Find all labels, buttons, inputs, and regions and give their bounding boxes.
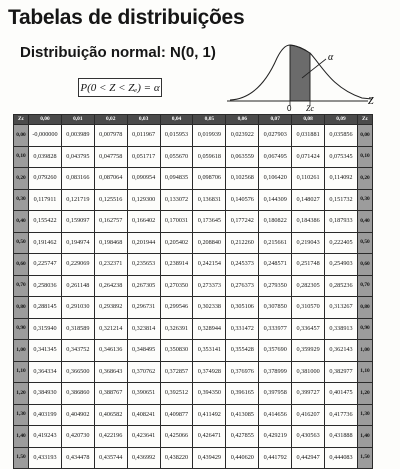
table-cell: 0,215661 <box>259 232 292 254</box>
row-z-label: 0,60 <box>14 254 29 276</box>
row-z-label-right: 1,20 <box>358 383 373 405</box>
row-z-label-right: 0,00 <box>358 125 373 147</box>
table-cell: 0,374928 <box>193 361 226 383</box>
table-cell: 0,357690 <box>259 340 292 362</box>
table-cell: 0,353141 <box>193 340 226 362</box>
table-cell: 0,388767 <box>94 383 127 405</box>
zero-label: 0 <box>287 104 292 112</box>
table-row <box>14 275 373 297</box>
row-z-label-right: 1,30 <box>358 404 373 426</box>
row-z-label: 0,70 <box>14 275 29 297</box>
row-z-label-right: 0,10 <box>358 146 373 168</box>
table-cell: 0,019939 <box>193 125 226 147</box>
table-cell: 0,079260 <box>29 168 62 190</box>
table-cell: 0,148027 <box>292 189 325 211</box>
table-row <box>14 404 373 426</box>
table-cell: 0,302338 <box>193 297 226 319</box>
row-z-label: 0,20 <box>14 168 29 190</box>
table-cell: 0,408241 <box>127 404 160 426</box>
row-z-label: 0,80 <box>14 297 29 319</box>
table-cell: 0,117911 <box>29 189 62 211</box>
table-cell: 0,381000 <box>292 361 325 383</box>
table-row <box>14 189 373 211</box>
table-cell: 0,067495 <box>259 146 292 168</box>
table-cell: 0,396165 <box>226 383 259 405</box>
table-cell: 0,427855 <box>226 426 259 448</box>
alpha-label: α <box>328 52 334 63</box>
table-cell: 0,151732 <box>325 189 358 211</box>
table-cell: -0,000000 <box>29 125 62 147</box>
row-z-label: 0,90 <box>14 318 29 340</box>
table-cell: 0,409877 <box>160 404 193 426</box>
table-cell: 0,083166 <box>61 168 94 190</box>
probability-formula-box: P(0 < Z < Zₑ) = α <box>78 78 162 97</box>
row-z-label: 1,30 <box>14 404 29 426</box>
column-header: 0,09 <box>325 115 358 125</box>
table-cell: 0,350830 <box>160 340 193 362</box>
table-cell: 0,315940 <box>29 318 62 340</box>
row-z-label-right: 1,00 <box>358 340 373 362</box>
table-cell: 0,125516 <box>94 189 127 211</box>
row-z-label-right: 0,50 <box>358 232 373 254</box>
table-cell: 0,273373 <box>193 275 226 297</box>
row-z-label: 1,10 <box>14 361 29 383</box>
table-body <box>14 125 373 469</box>
table-cell: 0,442947 <box>292 447 325 469</box>
table-cell: 0,242154 <box>193 254 226 276</box>
table-cell: 0,392512 <box>160 383 193 405</box>
table-cell: 0,399727 <box>292 383 325 405</box>
table-cell: 0,336457 <box>292 318 325 340</box>
table-cell: 0,338913 <box>325 318 358 340</box>
row-z-label-right: 0,60 <box>358 254 373 276</box>
table-cell: 0,444083 <box>325 447 358 469</box>
table-cell: 0,184386 <box>292 211 325 233</box>
table-cell: 0,155422 <box>29 211 62 233</box>
table-cell: 0,173645 <box>193 211 226 233</box>
table-cell: 0,422196 <box>94 426 127 448</box>
right-header: Zc <box>358 115 373 125</box>
table-row <box>14 146 373 168</box>
table-cell: 0,384930 <box>29 383 62 405</box>
table-cell: 0,307850 <box>259 297 292 319</box>
table-cell: 0,270350 <box>160 275 193 297</box>
table-cell: 0,177242 <box>226 211 259 233</box>
table-cell: 0,166402 <box>127 211 160 233</box>
table-cell: 0,232371 <box>94 254 127 276</box>
table-cell: 0,267305 <box>127 275 160 297</box>
table-cell: 0,090954 <box>127 168 160 190</box>
corner-header: Zc <box>14 115 29 125</box>
table-cell: 0,245373 <box>226 254 259 276</box>
row-z-label-right: 1,50 <box>358 447 373 469</box>
zc-label: Zc <box>306 104 314 112</box>
table-cell: 0,003989 <box>61 125 94 147</box>
table-cell: 0,276373 <box>226 275 259 297</box>
table-cell: 0,261148 <box>61 275 94 297</box>
table-cell: 0,212260 <box>226 232 259 254</box>
table-cell: 0,136831 <box>193 189 226 211</box>
column-header: 0,08 <box>292 115 325 125</box>
column-header: 0,07 <box>259 115 292 125</box>
table-cell: 0,110261 <box>292 168 325 190</box>
column-header: 0,00 <box>29 115 62 125</box>
table-cell: 0,401475 <box>325 383 358 405</box>
table-cell: 0,378999 <box>259 361 292 383</box>
table-cell: 0,133072 <box>160 189 193 211</box>
row-z-label: 0,10 <box>14 146 29 168</box>
table-cell: 0,031881 <box>292 125 325 147</box>
table-cell: 0,420730 <box>61 426 94 448</box>
table-header-row <box>14 115 373 125</box>
table-cell: 0,222405 <box>325 232 358 254</box>
table-cell: 0,098706 <box>193 168 226 190</box>
table-cell: 0,198468 <box>94 232 127 254</box>
table-cell: 0,323814 <box>127 318 160 340</box>
axis-z-label: Z <box>368 96 374 107</box>
table-cell: 0,318589 <box>61 318 94 340</box>
table-cell: 0,106420 <box>259 168 292 190</box>
row-z-label-right: 0,80 <box>358 297 373 319</box>
table-cell: 0,372857 <box>160 361 193 383</box>
table-cell: 0,313267 <box>325 297 358 319</box>
table-cell: 0,438220 <box>160 447 193 469</box>
page-title: Tabelas de distribuições <box>8 6 245 29</box>
table-cell: 0,170031 <box>160 211 193 233</box>
page-subtitle: Distribuição normal: N(0, 1) <box>20 44 216 61</box>
table-cell: 0,027903 <box>259 125 292 147</box>
table-row <box>14 168 373 190</box>
table-cell: 0,194974 <box>61 232 94 254</box>
table-cell: 0,370762 <box>127 361 160 383</box>
table-cell: 0,102568 <box>226 168 259 190</box>
table-cell: 0,248571 <box>259 254 292 276</box>
table-cell: 0,140576 <box>226 189 259 211</box>
table-row <box>14 361 373 383</box>
table-cell: 0,359929 <box>292 340 325 362</box>
table-cell: 0,205402 <box>160 232 193 254</box>
distribution-table-container <box>13 114 373 461</box>
table-cell: 0,007978 <box>94 125 127 147</box>
table-cell: 0,430563 <box>292 426 325 448</box>
table-cell: 0,436992 <box>127 447 160 469</box>
table-cell: 0,406582 <box>94 404 127 426</box>
table-cell: 0,251748 <box>292 254 325 276</box>
table-cell: 0,047758 <box>94 146 127 168</box>
table-row <box>14 297 373 319</box>
table-cell: 0,208840 <box>193 232 226 254</box>
table-cell: 0,264238 <box>94 275 127 297</box>
row-z-label: 1,50 <box>14 447 29 469</box>
table-cell: 0,225747 <box>29 254 62 276</box>
row-z-label: 0,00 <box>14 125 29 147</box>
table-cell: 0,219043 <box>292 232 325 254</box>
table-cell: 0,187933 <box>325 211 358 233</box>
table-cell: 0,362143 <box>325 340 358 362</box>
table-cell: 0,386860 <box>61 383 94 405</box>
table-cell: 0,285236 <box>325 275 358 297</box>
table-cell: 0,180822 <box>259 211 292 233</box>
table-row <box>14 254 373 276</box>
table-cell: 0,425066 <box>160 426 193 448</box>
normal-curve-figure <box>222 26 382 112</box>
table-cell: 0,348495 <box>127 340 160 362</box>
table-cell: 0,321214 <box>94 318 127 340</box>
row-z-label: 0,30 <box>14 189 29 211</box>
table-cell: 0,051717 <box>127 146 160 168</box>
table-cell: 0,328944 <box>193 318 226 340</box>
table-cell: 0,075345 <box>325 146 358 168</box>
table-cell: 0,426471 <box>193 426 226 448</box>
table-cell: 0,039828 <box>29 146 62 168</box>
table-cell: 0,129300 <box>127 189 160 211</box>
row-z-label-right: 0,70 <box>358 275 373 297</box>
table-cell: 0,346136 <box>94 340 127 362</box>
table-cell: 0,331472 <box>226 318 259 340</box>
table-cell: 0,310570 <box>292 297 325 319</box>
row-z-label-right: 0,20 <box>358 168 373 190</box>
table-cell: 0,364334 <box>29 361 62 383</box>
table-cell: 0,162757 <box>94 211 127 233</box>
table-cell: 0,440620 <box>226 447 259 469</box>
table-cell: 0,094835 <box>160 168 193 190</box>
table-cell: 0,254903 <box>325 254 358 276</box>
column-header: 0,04 <box>160 115 193 125</box>
table-cell: 0,394350 <box>193 383 226 405</box>
table-cell: 0,063559 <box>226 146 259 168</box>
table-cell: 0,191462 <box>29 232 62 254</box>
table-row <box>14 383 373 405</box>
table-cell: 0,296731 <box>127 297 160 319</box>
table-cell: 0,366500 <box>61 361 94 383</box>
table-cell: 0,299546 <box>160 297 193 319</box>
row-z-label: 0,40 <box>14 211 29 233</box>
table-cell: 0,305106 <box>226 297 259 319</box>
table-cell: 0,293892 <box>94 297 127 319</box>
table-cell: 0,333977 <box>259 318 292 340</box>
row-z-label: 0,50 <box>14 232 29 254</box>
table-cell: 0,035856 <box>325 125 358 147</box>
table-row <box>14 447 373 469</box>
table-cell: 0,417736 <box>325 404 358 426</box>
row-z-label: 1,20 <box>14 383 29 405</box>
table-cell: 0,439429 <box>193 447 226 469</box>
table-cell: 0,326391 <box>160 318 193 340</box>
table-cell: 0,343752 <box>61 340 94 362</box>
table-cell: 0,419243 <box>29 426 62 448</box>
table-cell: 0,258036 <box>29 275 62 297</box>
table-cell: 0,429219 <box>259 426 292 448</box>
column-header: 0,05 <box>193 115 226 125</box>
table-row <box>14 232 373 254</box>
table-cell: 0,291030 <box>61 297 94 319</box>
column-header: 0,03 <box>127 115 160 125</box>
table-cell: 0,411492 <box>193 404 226 426</box>
column-header: 0,02 <box>94 115 127 125</box>
table-cell: 0,015953 <box>160 125 193 147</box>
table-cell: 0,403199 <box>29 404 62 426</box>
table-cell: 0,341345 <box>29 340 62 362</box>
table-cell: 0,423641 <box>127 426 160 448</box>
shaded-area <box>290 45 310 101</box>
table-cell: 0,376976 <box>226 361 259 383</box>
row-z-label-right: 0,40 <box>358 211 373 233</box>
table-cell: 0,413085 <box>226 404 259 426</box>
table-cell: 0,071424 <box>292 146 325 168</box>
table-cell: 0,023922 <box>226 125 259 147</box>
table-cell: 0,055670 <box>160 146 193 168</box>
table-cell: 0,416207 <box>292 404 325 426</box>
table-cell: 0,414656 <box>259 404 292 426</box>
table-cell: 0,368643 <box>94 361 127 383</box>
row-z-label-right: 0,90 <box>358 318 373 340</box>
table-cell: 0,011967 <box>127 125 160 147</box>
table-cell: 0,087064 <box>94 168 127 190</box>
table-cell: 0,404902 <box>61 404 94 426</box>
column-header: 0,01 <box>61 115 94 125</box>
table-row <box>14 318 373 340</box>
column-header: 0,06 <box>226 115 259 125</box>
table-cell: 0,382977 <box>325 361 358 383</box>
table-cell: 0,431888 <box>325 426 358 448</box>
table-cell: 0,159097 <box>61 211 94 233</box>
table-cell: 0,288145 <box>29 297 62 319</box>
table-cell: 0,238914 <box>160 254 193 276</box>
table-cell: 0,059618 <box>193 146 226 168</box>
row-z-label: 1,00 <box>14 340 29 362</box>
table-cell: 0,435744 <box>94 447 127 469</box>
row-z-label-right: 1,10 <box>358 361 373 383</box>
table-row <box>14 211 373 233</box>
table-row <box>14 125 373 147</box>
table-cell: 0,441792 <box>259 447 292 469</box>
row-z-label-right: 0,30 <box>358 189 373 211</box>
row-z-label: 1,40 <box>14 426 29 448</box>
table-cell: 0,043795 <box>61 146 94 168</box>
table-row <box>14 426 373 448</box>
table-row <box>14 340 373 362</box>
table-cell: 0,235653 <box>127 254 160 276</box>
table-cell: 0,144309 <box>259 189 292 211</box>
table-cell: 0,114092 <box>325 168 358 190</box>
table-cell: 0,397958 <box>259 383 292 405</box>
row-z-label-right: 1,40 <box>358 426 373 448</box>
table-cell: 0,279350 <box>259 275 292 297</box>
table-cell: 0,229069 <box>61 254 94 276</box>
table-cell: 0,201944 <box>127 232 160 254</box>
table-cell: 0,390651 <box>127 383 160 405</box>
table-cell: 0,434478 <box>61 447 94 469</box>
table-cell: 0,282305 <box>292 275 325 297</box>
table-cell: 0,355428 <box>226 340 259 362</box>
table-cell: 0,121719 <box>61 189 94 211</box>
table-cell: 0,433193 <box>29 447 62 469</box>
normal-distribution-table <box>13 114 373 469</box>
